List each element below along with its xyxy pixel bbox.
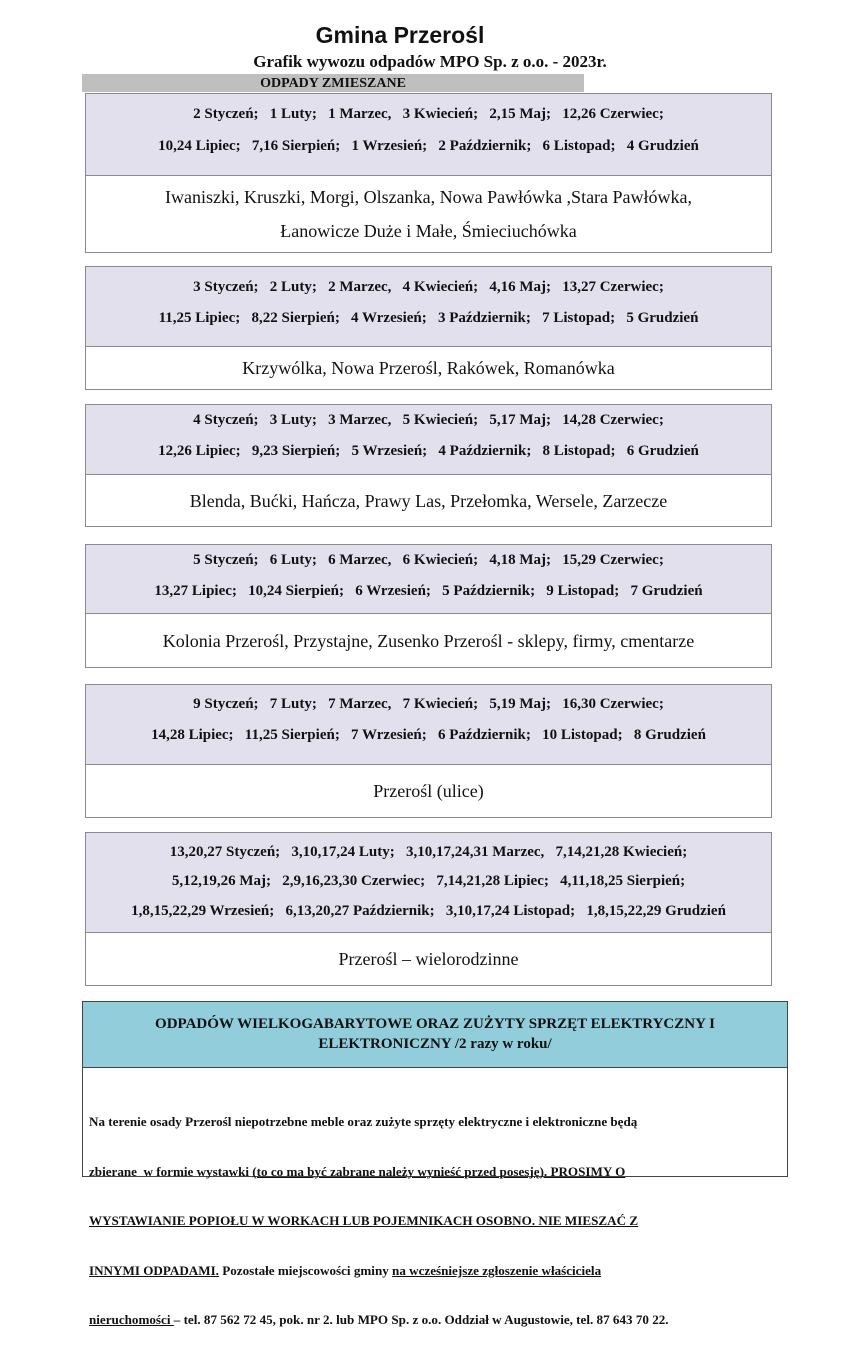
- schedule-block-6: [85, 832, 772, 986]
- dates-line: 1,8,15,22,29 Wrzesień; 6,13,20,27 Październik; 3,10,17,24 Listopad; 1,8,15,22,29 Grudzień: [131, 903, 726, 919]
- schedule-dates: [86, 405, 771, 475]
- schedule-towns: [86, 176, 771, 248]
- dates-line: 13,20,27 Styczeń; 3,10,17,24 Luty; 3,10,17,24,31 Marzec, 7,14,21,28 Kwiecień;: [169, 844, 688, 860]
- schedule-towns: [86, 933, 771, 985]
- schedule-dates: [86, 94, 771, 176]
- dates-line: 9 Styczeń; 7 Luty; 7 Marzec, 7 Kwiecień; 5,19 Maj; 16,30 Czerwiec;: [193, 696, 664, 712]
- dates-line: 2 Styczeń; 1 Luty; 1 Marzec, 3 Kwiecień; 2,15 Maj; 12,26 Czerwiec;: [193, 106, 664, 122]
- dates-line: 10,24 Lipiec; 7,16 Sierpień; 1 Wrzesień; 2 Październik; 6 Listopad; 4 Grudzień: [158, 138, 699, 154]
- info-text-underlined: na wcześniejsze zgłoszenie właściciela: [392, 1262, 602, 1278]
- info-text-underlined: (to co ma być zabrane należy wynieść przed posesję). PROSIMY O: [252, 1163, 626, 1179]
- dates-line: 3 Styczeń; 2 Luty; 2 Marzec, 4 Kwiecień; 4,16 Maj; 13,27 Czerwiec;: [193, 279, 664, 295]
- schedule-block-1: [85, 93, 772, 253]
- bulky-waste-section: [82, 1001, 788, 1327]
- info-text: zbierane w formie wystawki: [89, 1163, 253, 1179]
- bulky-waste-heading: [83, 1002, 787, 1068]
- page-title: Gmina Przerośl: [315, 22, 485, 48]
- info-line-underlined: WYSTAWIANIE POPIOŁU W WORKACH LUB POJEMNIKACH OSOBNO. NIE MIESZAĆ Z: [89, 1213, 639, 1228]
- schedule-dates: [86, 685, 771, 765]
- contact-text: – tel. 87 562 72 45, pok. nr 2. lub MPO Sp. z o.o. Oddział w Augustowie, tel. 87 643 70 22.: [173, 1312, 669, 1327]
- schedule-block-4: [85, 544, 772, 668]
- info-line: [89, 1164, 781, 1181]
- towns-line: Krzywólka, Nowa Przerośl, Rakówek, Romanówka: [242, 358, 615, 378]
- schedule-dates: [86, 545, 771, 614]
- towns-line: Kolonia Przerośl, Przystajne, Zusenko Przerośl - sklepy, firmy, cmentarze: [162, 631, 695, 651]
- dates-line: 5 Styczeń; 6 Luty; 6 Marzec, 6 Kwiecień; 4,18 Maj; 15,29 Czerwiec;: [193, 552, 664, 568]
- schedule-dates: [86, 267, 771, 347]
- schedule-towns: [86, 614, 771, 668]
- info-text-underlined: INNYMI ODPADAMI.: [89, 1262, 219, 1278]
- bulky-heading-line: ELEKTRONICZNY /2 razy w roku/: [318, 1036, 552, 1052]
- dates-line: 5,12,19,26 Maj; 2,9,16,23,30 Czerwiec; 7,14,21,28 Lipiec; 4,11,18,25 Sierpień;: [171, 873, 686, 889]
- schedule-towns: [86, 347, 771, 389]
- info-text-underlined: nieruchomości: [89, 1312, 174, 1327]
- schedule-towns: [86, 475, 771, 527]
- dates-line: 11,25 Lipiec; 8,22 Sierpień; 4 Wrzesień; 3 Październik; 7 Listopad; 5 Grudzień: [158, 310, 699, 326]
- info-line: [89, 1312, 781, 1329]
- info-text: Pozostałe miejscowości gminy: [218, 1262, 393, 1278]
- dates-line: 4 Styczeń; 3 Luty; 3 Marzec, 5 Kwiecień; 5,17 Maj; 14,28 Czerwiec;: [193, 412, 664, 428]
- towns-line: Przerośl (ulice): [373, 781, 484, 801]
- towns-line: Blenda, Bućki, Hańcza, Prawy Las, Przełomka, Wersele, Zarzecze: [189, 491, 668, 511]
- page-subtitle: Grafik wywozu odpadów MPO Sp. z o.o. - 2023r.: [253, 52, 607, 71]
- towns-line: Łanowicze Duże i Małe, Śmieciuchówka: [280, 221, 577, 241]
- info-line: Na terenie osady Przerośl niepotrzebne meble oraz zużyte sprzęty elektryczne i elektroniczne będą: [89, 1114, 638, 1129]
- info-line: [89, 1263, 781, 1280]
- bulky-heading-line: ODPADÓW WIELKOGABARYTOWE ORAZ ZUŻYTY SPRZĘT ELEKTRYCZNY I: [155, 1016, 715, 1032]
- schedule-towns: [86, 765, 771, 817]
- towns-line: Przerośl – wielorodzinne: [338, 949, 519, 969]
- schedule-block-2: [85, 266, 772, 390]
- towns-line: Iwaniszki, Kruszki, Morgi, Olszanka, Nowa Pawłówka ,Stara Pawłówka,: [164, 187, 693, 207]
- dates-line: 12,26 Lipiec; 9,23 Sierpień; 5 Wrzesień; 4 Październik; 8 Listopad; 6 Grudzień: [158, 443, 699, 459]
- bulky-waste-info: [83, 1068, 787, 1327]
- schedule-block-5: [85, 684, 772, 818]
- schedule-block-3: [85, 404, 772, 527]
- category-heading: ODPADY ZMIESZANE: [82, 74, 584, 92]
- schedule-dates: [86, 833, 771, 933]
- dates-line: 13,27 Lipiec; 10,24 Sierpień; 6 Wrzesień; 5 Październik; 9 Listopad; 7 Grudzień: [154, 583, 703, 599]
- dates-line: 14,28 Lipiec; 11,25 Sierpień; 7 Wrzesień; 6 Październik; 10 Listopad; 8 Grudzień: [151, 727, 706, 743]
